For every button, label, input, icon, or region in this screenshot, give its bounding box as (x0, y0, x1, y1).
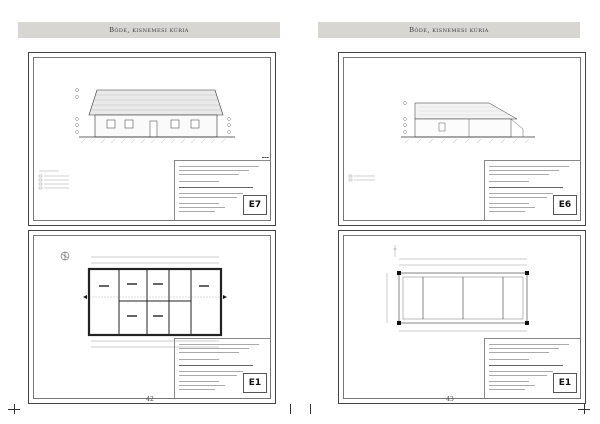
crop-mark (578, 409, 590, 410)
title-block (174, 160, 271, 221)
sheet-code: E1 (553, 373, 577, 393)
drawing-sheet-side-elevation (338, 52, 586, 226)
sheet-code: E7 (243, 195, 267, 215)
header-title: Bóde, kisnemesi kúria (109, 26, 189, 34)
sheet-code: E1 (243, 373, 267, 393)
title-block (484, 338, 581, 399)
page-number: 43 (446, 396, 454, 403)
scale-label: ▬▬▬ (261, 156, 269, 159)
drawing-sheet-floor-plan (28, 230, 276, 404)
crop-mark (290, 404, 291, 414)
page-header (18, 22, 280, 38)
sheet-code: E6 (553, 195, 577, 215)
header-title: Bóde, kisnemesi kúria (409, 26, 489, 34)
crop-mark (8, 409, 20, 410)
crop-mark (310, 404, 311, 414)
title-block (484, 160, 581, 221)
page-number: 42 (146, 396, 154, 403)
right-page (300, 0, 600, 424)
drawing-sheet-elevation (28, 52, 276, 226)
drawing-sheet-structure-plan (338, 230, 586, 404)
north-arrow-icon (61, 252, 69, 260)
title-block (174, 338, 271, 399)
page-header (318, 22, 580, 38)
